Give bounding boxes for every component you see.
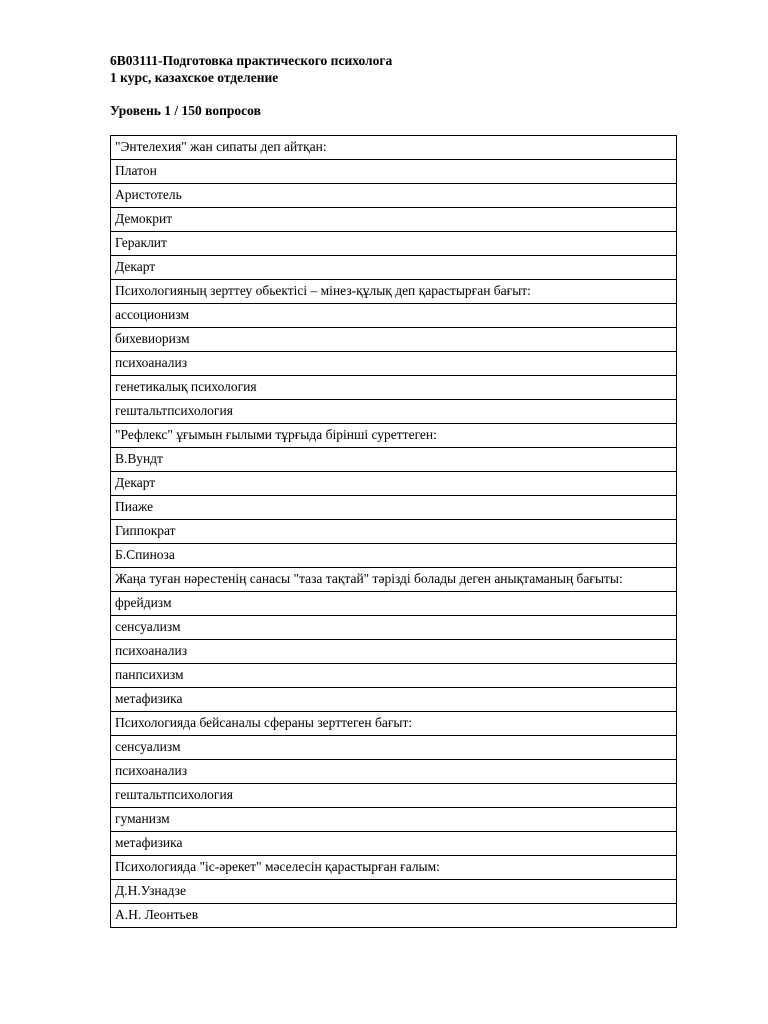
questions-table [110, 135, 677, 928]
table-row [111, 400, 677, 424]
table-row [111, 496, 677, 520]
table-row [111, 592, 677, 616]
table-row [111, 616, 677, 640]
table-row [111, 232, 677, 256]
table-cell: Пиаже [111, 496, 677, 520]
table-cell: Гераклит [111, 232, 677, 256]
table-row [111, 784, 677, 808]
table-cell: психоанализ [111, 640, 677, 664]
table-cell: В.Вундт [111, 448, 677, 472]
table-cell: Аристотель [111, 184, 677, 208]
document-subtitle: 1 курс, казахское отделение [110, 70, 279, 85]
table-row [111, 352, 677, 376]
table-cell: Гиппократ [111, 520, 677, 544]
table-cell: гештальтпсихология [111, 784, 677, 808]
level-label: Уровень 1 / 150 вопросов [110, 103, 261, 118]
table-row [111, 256, 677, 280]
document-header [110, 52, 392, 86]
table-cell: Платон [111, 160, 677, 184]
table-row [111, 328, 677, 352]
table-cell: "Рефлекс" ұғымын ғылыми тұрғыда бірінші суреттеген: [111, 424, 677, 448]
table-cell: Декарт [111, 256, 677, 280]
table-cell: "Энтелехия" жан сипаты деп айтқан: [111, 136, 677, 160]
table-cell: Психологияның зерттеу обьектісі – мінез-құлық деп қарастырған бағыт: [111, 280, 677, 304]
table-cell: Жаңа туған нәрестенің санасы "таза тақтай" тәрізді болады деген анықтаманың бағыты: [111, 568, 677, 592]
table-cell: ассоционизм [111, 304, 677, 328]
table-row [111, 520, 677, 544]
table-row [111, 880, 677, 904]
table-cell: метафизика [111, 832, 677, 856]
table-row [111, 472, 677, 496]
table-row [111, 424, 677, 448]
table-cell: гештальтпсихология [111, 400, 677, 424]
table-row [111, 304, 677, 328]
table-row [111, 904, 677, 928]
table-row [111, 856, 677, 880]
table-row [111, 136, 677, 160]
table-cell: фрейдизм [111, 592, 677, 616]
table-row [111, 760, 677, 784]
table-cell: Демокрит [111, 208, 677, 232]
questions-table-body [111, 136, 677, 928]
table-row [111, 568, 677, 592]
table-cell: гуманизм [111, 808, 677, 832]
table-cell: Психологияда "іс-әрекет" мәселесін қарастырған ғалым: [111, 856, 677, 880]
table-row [111, 544, 677, 568]
document-title: 6B03111-Подготовка практического психолога [110, 53, 393, 68]
table-row [111, 832, 677, 856]
table-cell: А.Н. Леонтьев [111, 904, 677, 928]
table-cell: метафизика [111, 688, 677, 712]
table-row [111, 688, 677, 712]
table-row [111, 208, 677, 232]
table-cell: психоанализ [111, 352, 677, 376]
table-row [111, 280, 677, 304]
table-row [111, 184, 677, 208]
table-row [111, 640, 677, 664]
table-row [111, 664, 677, 688]
table-row [111, 448, 677, 472]
table-row [111, 376, 677, 400]
table-cell: Психологияда бейсаналы сфераны зерттеген бағыт: [111, 712, 677, 736]
table-row [111, 160, 677, 184]
table-row [111, 736, 677, 760]
table-cell: Декарт [111, 472, 677, 496]
table-row [111, 808, 677, 832]
table-cell: панпсихизм [111, 664, 677, 688]
table-cell: сенсуализм [111, 736, 677, 760]
table-cell: психоанализ [111, 760, 677, 784]
table-cell: Д.Н.Узнадзе [111, 880, 677, 904]
table-cell: сенсуализм [111, 616, 677, 640]
table-cell: бихевиоризм [111, 328, 677, 352]
table-cell: генетикалық психология [111, 376, 677, 400]
table-cell: Б.Спиноза [111, 544, 677, 568]
table-row [111, 712, 677, 736]
